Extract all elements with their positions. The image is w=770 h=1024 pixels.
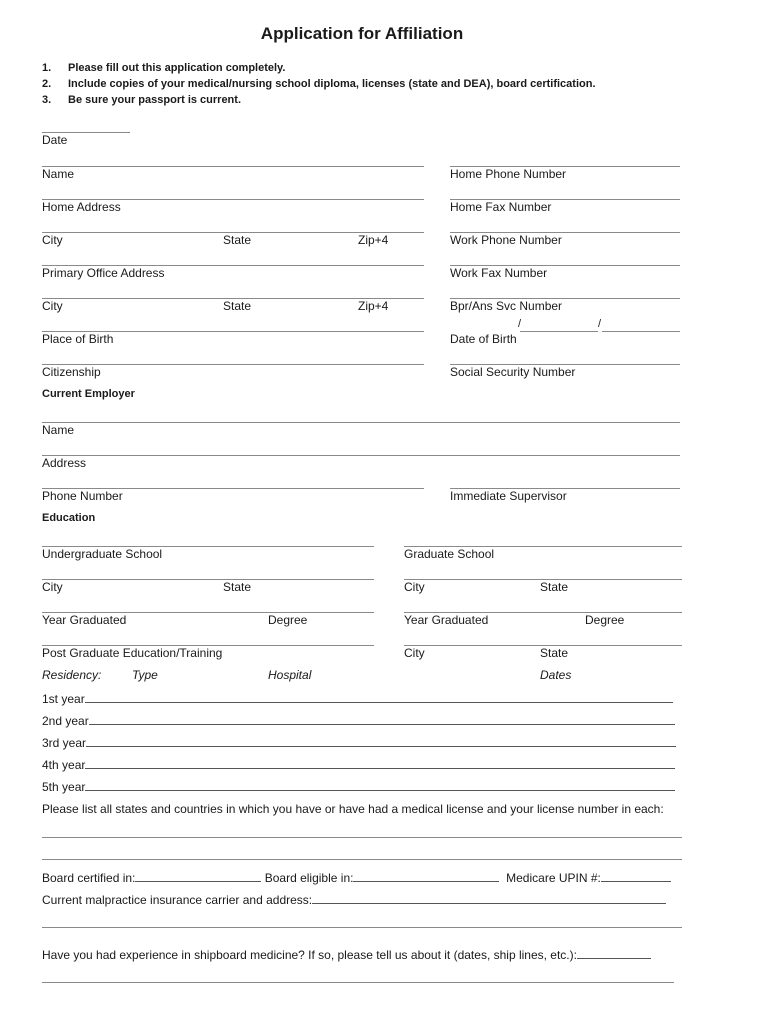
residency-year-field[interactable]	[85, 692, 673, 703]
malpractice-field-continued[interactable]	[42, 927, 682, 928]
year-label: 1st year	[42, 692, 85, 706]
city-label: City	[42, 580, 63, 594]
license-field[interactable]	[42, 859, 682, 860]
year-graduated-label: Year Graduated	[42, 613, 127, 627]
current-employer-heading: Current Employer	[42, 388, 135, 400]
form-title: Application for Affiliation	[260, 24, 464, 43]
date-label: Date	[42, 133, 68, 147]
instruction-text: Include copies of your medical/nursing school diploma, licenses (state and DEA), board certification.	[68, 78, 596, 90]
state-label: State	[540, 646, 569, 660]
board-certified-label: Board certified in:	[42, 871, 136, 885]
board-eligible-label: Board eligible in:	[264, 871, 354, 885]
instruction-text: Be sure your passport is current.	[68, 94, 241, 106]
city-label: City	[42, 233, 63, 247]
dob-slash: /	[518, 318, 522, 330]
zip-label: Zip+4	[358, 299, 389, 313]
dob-month-field[interactable]	[520, 331, 598, 332]
hospital-label: Hospital	[268, 668, 312, 682]
citizenship-label: Citizenship	[42, 365, 101, 379]
work-fax-label: Work Fax Number	[450, 266, 548, 280]
home-address-label: Home Address	[42, 200, 121, 214]
residency-label: Residency:	[42, 668, 102, 682]
city-label: City	[42, 299, 63, 313]
ssn-label: Social Security Number	[450, 365, 576, 379]
instruction-number: 3.	[42, 94, 52, 106]
employer-phone-label: Phone Number	[42, 489, 123, 503]
employer-name-label: Name	[42, 423, 75, 437]
shipboard-field[interactable]	[577, 948, 651, 959]
home-phone-label: Home Phone Number	[450, 167, 567, 181]
state-label: State	[223, 299, 252, 313]
state-label: State	[223, 233, 252, 247]
employer-address-label: Address	[42, 456, 87, 470]
employer-address-field[interactable]	[42, 455, 680, 456]
residency-year-field[interactable]	[86, 736, 676, 747]
supervisor-label: Immediate Supervisor	[450, 489, 567, 503]
degree-label: Degree	[268, 613, 308, 627]
malpractice-label: Current malpractice insurance carrier and address:	[42, 893, 313, 907]
work-phone-label: Work Phone Number	[450, 233, 562, 247]
primary-office-label: Primary Office Address	[42, 266, 165, 280]
residency-year-field[interactable]	[85, 780, 675, 791]
residency-year-field[interactable]	[89, 714, 675, 725]
city-label: City	[404, 580, 425, 594]
year-label: 4th year	[42, 758, 86, 772]
year-label: 3rd year	[42, 736, 87, 750]
type-label: Type	[132, 668, 158, 682]
instruction-number: 2.	[42, 78, 52, 90]
residency-year-row[interactable]	[42, 758, 675, 772]
zip-label: Zip+4	[358, 233, 389, 247]
undergrad-city-state-field[interactable]	[42, 579, 374, 580]
state-label: State	[540, 580, 569, 594]
instruction-text: Please fill out this application completely.	[68, 62, 286, 74]
state-label: State	[223, 580, 252, 594]
postgrad-label: Post Graduate Education/Training	[42, 646, 223, 660]
date-of-birth-label: Date of Birth	[450, 332, 517, 346]
board-row	[42, 871, 671, 885]
residency-year-row[interactable]	[42, 736, 676, 750]
education-heading: Education	[42, 512, 96, 524]
medicare-upin-label: Medicare UPIN #:	[506, 871, 601, 885]
malpractice-row	[42, 893, 666, 907]
license-field[interactable]	[42, 837, 682, 838]
name-field[interactable]	[42, 166, 424, 167]
bpr-ans-label: Bpr/Ans Svc Number	[450, 299, 563, 313]
city-label: City	[404, 646, 425, 660]
place-of-birth-label: Place of Birth	[42, 332, 114, 346]
employer-name-field[interactable]	[42, 422, 680, 423]
malpractice-field[interactable]	[312, 893, 666, 904]
residency-year-field[interactable]	[85, 758, 675, 769]
residency-year-row[interactable]	[42, 692, 673, 706]
dob-year-field[interactable]	[602, 331, 680, 332]
home-fax-label: Home Fax Number	[450, 200, 552, 214]
board-eligible-field[interactable]	[353, 871, 499, 882]
residency-year-row[interactable]	[42, 780, 675, 794]
shipboard-row	[42, 948, 651, 962]
dates-label: Dates	[540, 668, 572, 682]
shipboard-field-continued[interactable]	[42, 982, 674, 983]
year-label: 5th year	[42, 780, 86, 794]
graduate-label: Graduate School	[404, 547, 495, 561]
instruction-number: 1.	[42, 62, 52, 74]
year-label: 2nd year	[42, 714, 89, 728]
residency-year-row[interactable]	[42, 714, 675, 728]
dob-slash: /	[598, 318, 602, 330]
board-certified-field[interactable]	[135, 871, 261, 882]
license-prompt: Please list all states and countries in which you have or have had a medical license and your license number in each:	[42, 802, 664, 816]
degree-label: Degree	[585, 613, 625, 627]
shipboard-label: Have you had experience in shipboard medicine? If so, please tell us about it (dates, ship lines, etc.):	[42, 948, 577, 962]
year-graduated-label: Year Graduated	[404, 613, 489, 627]
medicare-upin-field[interactable]	[601, 871, 671, 882]
undergrad-label: Undergraduate School	[42, 547, 163, 561]
name-label: Name	[42, 167, 75, 181]
